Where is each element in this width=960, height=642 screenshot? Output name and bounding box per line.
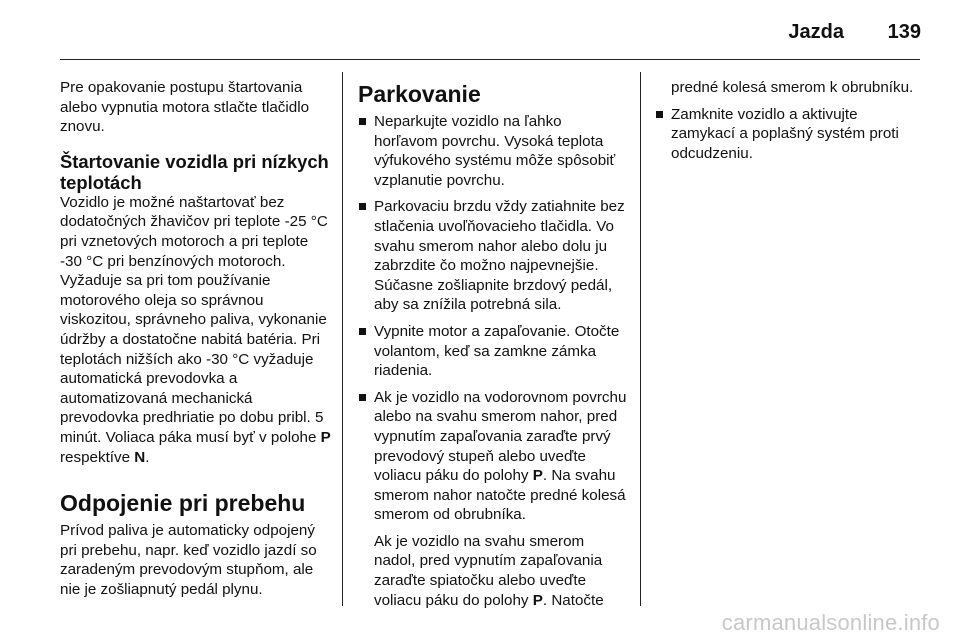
list-item-text: Parkovaciu brzdu vždy zatiahnite bez stlačenia uvoľňovacieho tlačidla. Vo svahu smerom nahor alebo dolu ju zabrzdite čo možno najpevnejšie. Súčasne zošliapnite brzdový pedál, aby sa znížila potrebná sila. xyxy=(374,198,625,314)
list-item-text: Vypnite motor a zapaľovanie. Otočte volantom, keď sa zamkne zámka riadenia. xyxy=(374,322,620,380)
bullet-square-icon xyxy=(359,118,366,125)
list-item-continuation xyxy=(374,532,628,610)
column-right xyxy=(655,78,923,170)
cold-start-text-a: Vozidlo je možné naštartovať bez dodatočných žhavičov pri teplote -25 °C pri vznetových motoroch a pri teplote -30 °C pri benzínových motoroch. Vyžaduje sa pri tom používanie motorového oleja so správnou viskozitou, správneho paliva, vykonanie údržby a dostatočne nabitá batéria. Pri teplotách nižších ako -30 °C vyžaduje automatická prevodovka a automatizovaná mechanická prevodovka predhriatie po dobu pribl. 5 minút. Voliaca páka musí byť v polohe xyxy=(60,193,328,446)
item4-cont-text-b: . Natočte xyxy=(542,591,604,609)
cold-start-text-b: respektíve xyxy=(60,448,135,466)
list-item-text xyxy=(374,389,626,524)
parking-heading: Parkovanie xyxy=(358,81,481,107)
column-divider-left xyxy=(342,72,343,606)
list-item xyxy=(655,105,923,164)
page-header xyxy=(0,0,960,58)
gear-p-label: P xyxy=(320,428,331,446)
page-number: 139 xyxy=(887,21,921,43)
column-left xyxy=(60,78,332,599)
item4-text-a: Ak je vozidlo na vodorovnom povrchu alebo na svahu smerom nahor, pred vypnutím zapaľovania zaraďte prvý prevodový stupeň alebo uveďte voliacu páku do polohy xyxy=(374,388,627,485)
list-item-continuation: predné kolesá smerom k obrubníku. xyxy=(671,79,914,96)
column-divider-right xyxy=(640,72,641,606)
gear-p-label: P xyxy=(532,591,543,609)
bullet-square-icon xyxy=(359,394,366,401)
section-name: Jazda xyxy=(788,21,844,43)
header-rule xyxy=(60,59,920,60)
list-item-text: Neparkujte vozidlo na ľahko horľavom povrchu. Vysoká teplota výfukového systému môže spôsobiť vzplanutie povrchu. xyxy=(374,113,616,189)
list-item xyxy=(358,197,628,315)
watermark: carmanualsonline.info xyxy=(721,610,940,635)
column-middle xyxy=(358,80,628,617)
list-item xyxy=(358,322,628,381)
cold-start-paragraph xyxy=(60,193,332,467)
parking-list-continued xyxy=(655,105,923,164)
bullet-square-icon xyxy=(359,203,366,210)
parking-list xyxy=(358,112,628,610)
item4-cont-text-a: Ak je vozidlo na svahu smerom nadol, pred vypnutím zapaľovania zaraďte spiatočku alebo uveďte voliacu páku do polohy xyxy=(374,532,603,609)
overrun-paragraph: Prívod paliva je automaticky odpojený pri prebehu, napr. keď vozidlo jazdí so zaradeným prevodovým stupňom, ale nie je zošliapnutý pedál plynu. xyxy=(60,522,317,598)
gear-n-label: N xyxy=(134,448,146,466)
bullet-square-icon xyxy=(656,111,663,118)
gear-p-label: P xyxy=(532,467,543,485)
list-item-text: Zamknite vozidlo a aktivujte zamykací a poplašný systém proti odcudzeniu. xyxy=(671,105,899,162)
intro-paragraph: Pre opakovanie postupu štartovania alebo vypnutia motora stlačte tlačidlo znovu. xyxy=(60,79,310,136)
bullet-square-icon xyxy=(359,328,366,335)
cold-start-text-c: . xyxy=(145,448,150,466)
list-item xyxy=(358,388,628,611)
item4-text-b: . Na svahu smerom nahor natočte predné kolesá smerom od obrubníka. xyxy=(374,467,626,524)
list-item xyxy=(358,112,628,190)
overrun-heading: Odpojenie pri prebehu xyxy=(60,490,306,517)
cold-start-heading: Štartovanie vozidla pri nízkych teplotách xyxy=(60,150,329,193)
